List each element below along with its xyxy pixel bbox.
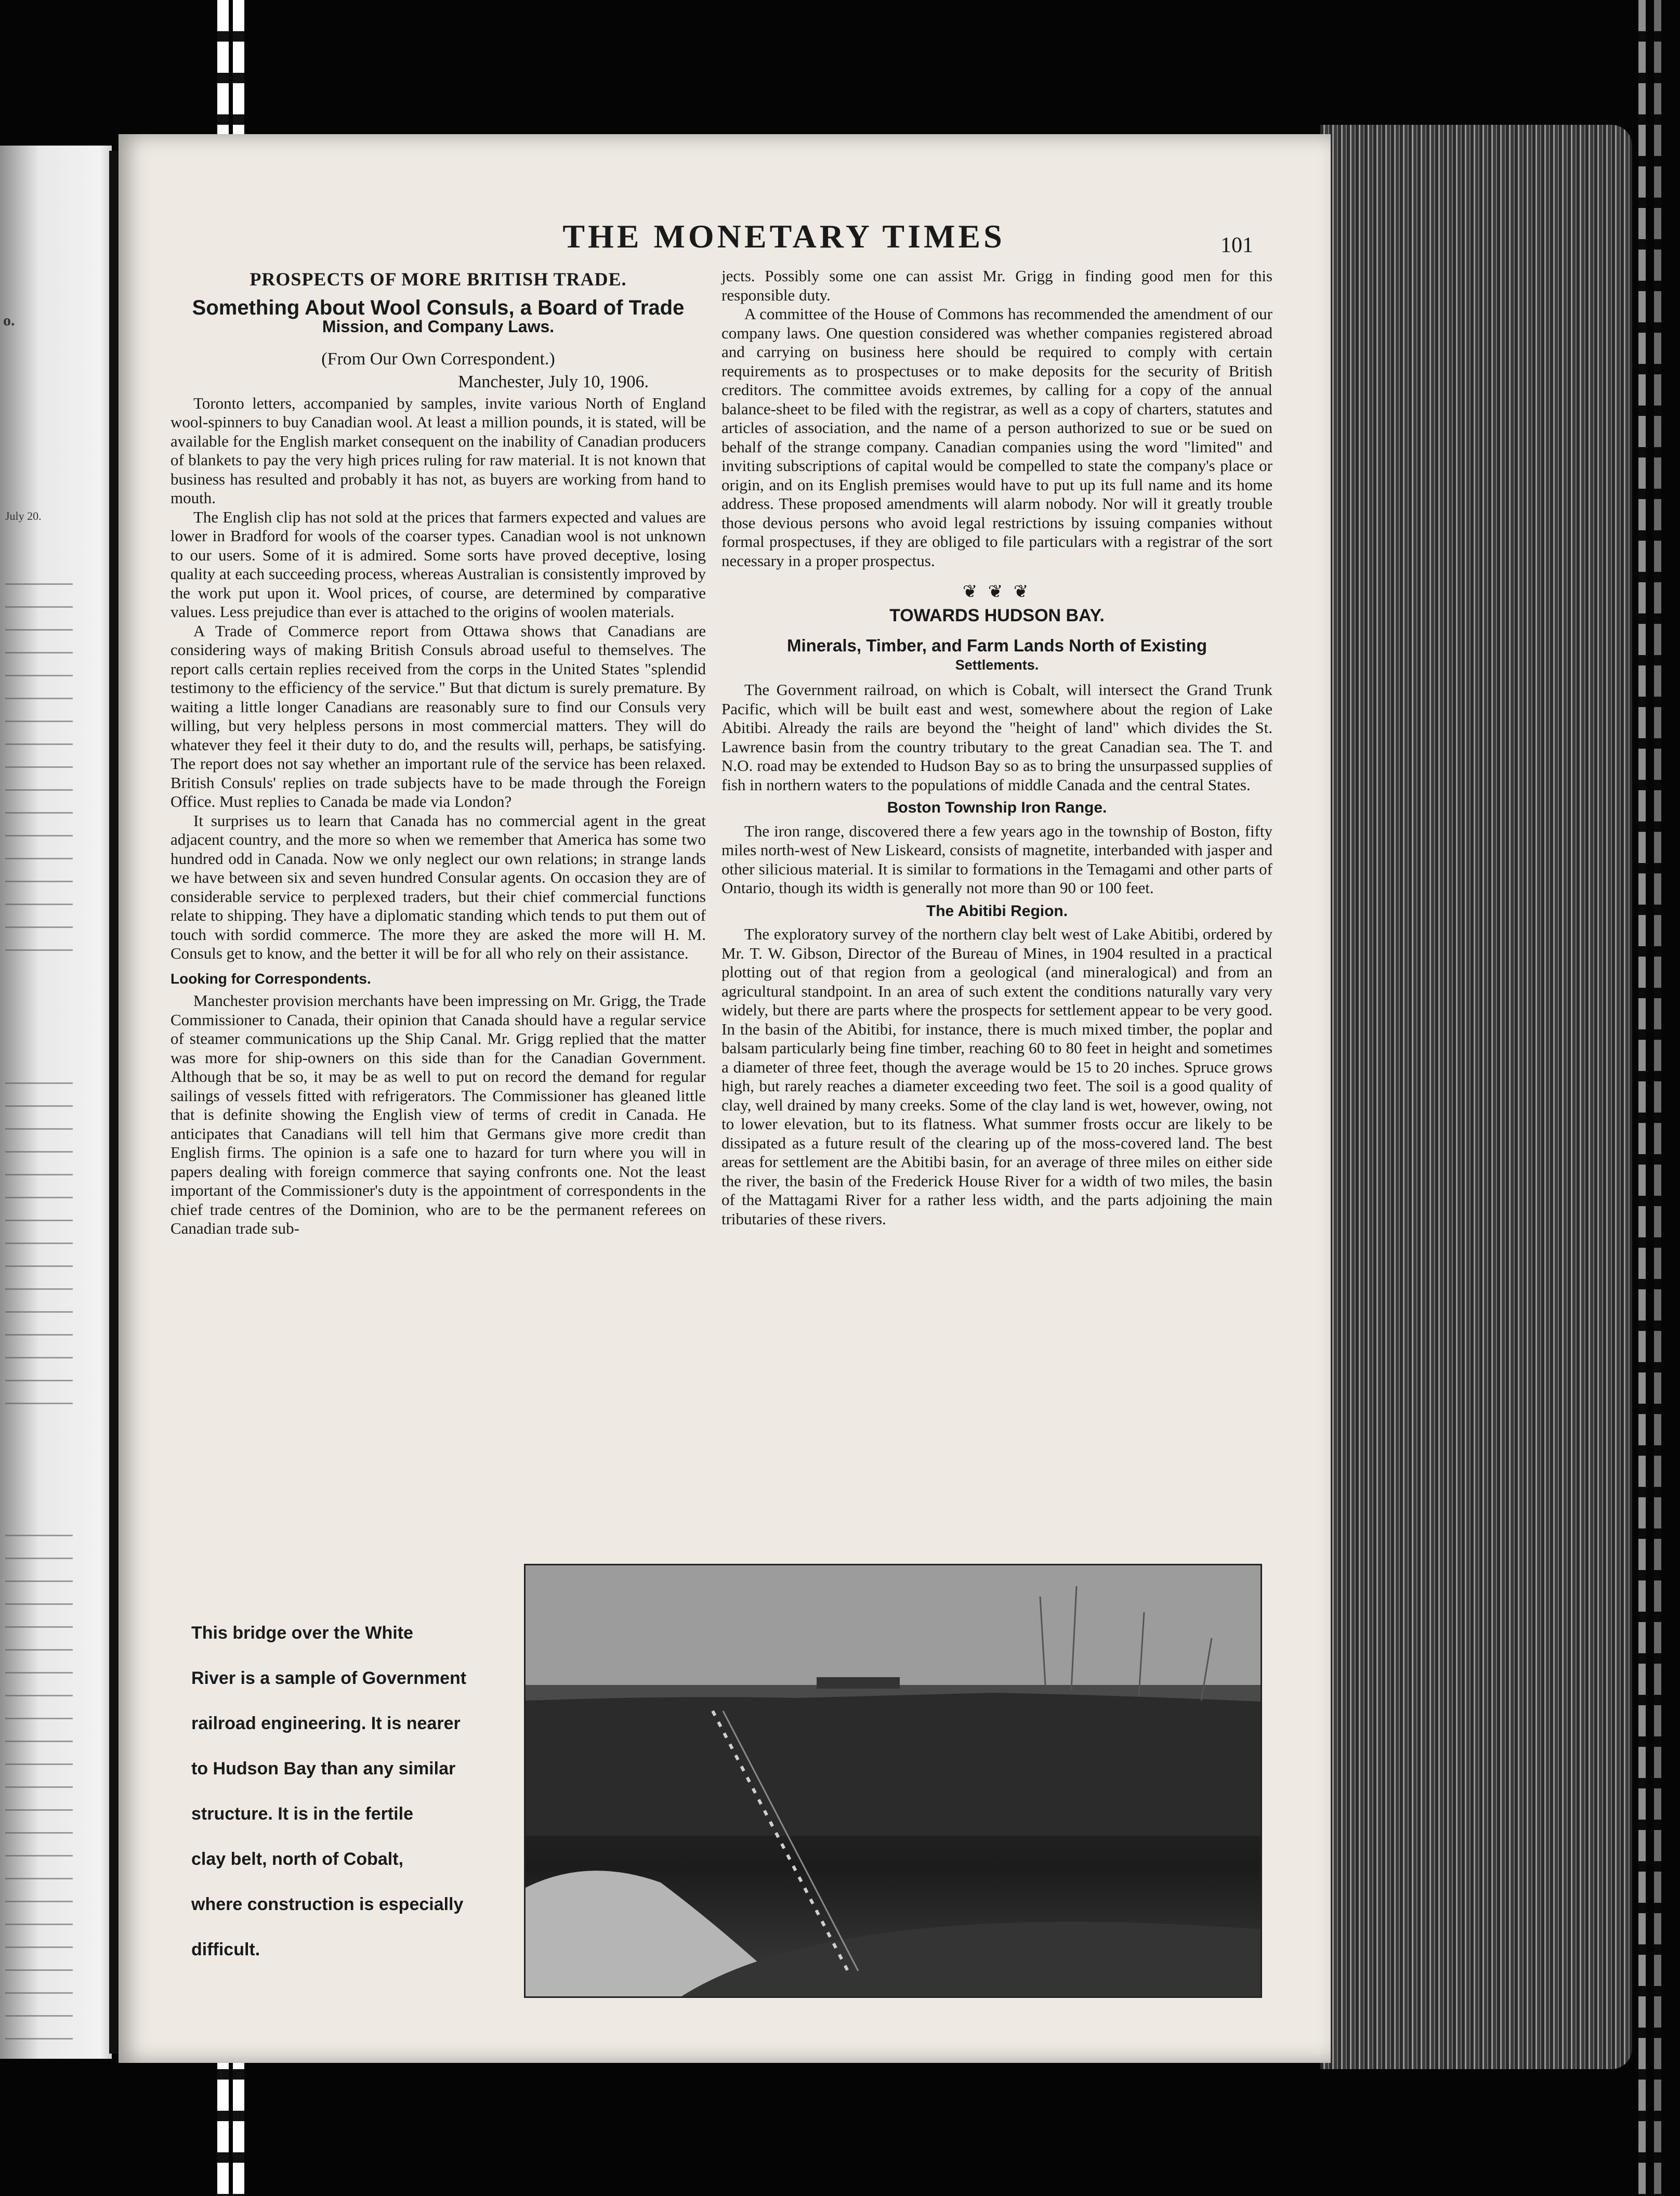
dateline: Manchester, July 10, 1906. xyxy=(458,372,649,391)
article-paragraph: A committee of the House of Commons has recommended the amendment of our company laws. One question considered was whether companies registered abroad and carrying on business here should be required to comply with certain requirements as to prospectuses or to make deposits for the security of British creditors. The committee avoids extremes, by calling for a copy of the annual balance-sheet to be filed with the registrar, as well as a copy of charters, statutes and articles of association, and the name of a person authorized to sue or be sued on behalf of the strange company. Canadian companies using the word "limited" and inviting subscriptions of capital would be compelled to state the company's place or origin, and on its English premises would have to put up its full name and its home address. These proposed amendments will alarm nobody. Nor will it greatly trouble those devious persons who avoid legal restrictions by issuing companies without formal prospectuses, if they are obliged to file particulars with a registrar of the sort necessary in a proper prospectus. xyxy=(721,305,1272,570)
caption-line: to Hudson Bay than any similar xyxy=(191,1759,456,1779)
article-paragraph: Toronto letters, accompanied by samples, invite various North of England wool-spinners to buy Canadian wool. At least a million pounds, it is stated, will be available for the English market consequent on the inability of Canadian producers of blankets to pay the very high prices ruling for raw material. It is not known that business has resulted and probably it has not, as buyers are working from hand to mouth. xyxy=(170,394,706,507)
book-gutter xyxy=(109,151,120,2054)
section-heading: Boston Township Iron Range. xyxy=(887,799,1107,816)
facing-page-crop-text: o. xyxy=(3,312,15,329)
article-subheadline-2: Settlements. xyxy=(955,657,1039,673)
section-heading: Looking for Correspondents. xyxy=(170,970,371,987)
facing-page-fragment xyxy=(0,146,112,2059)
masthead-title: THE MONETARY TIMES xyxy=(562,218,1005,255)
caption-line: railroad engineering. It is nearer xyxy=(191,1714,461,1733)
caption-line: structure. It is in the fertile xyxy=(191,1804,413,1824)
caption-line: River is a sample of Government xyxy=(191,1668,467,1688)
article-paragraph: The English clip has not sold at the prices that farmers expected and values are lower in Bradford for wools of the coarser types. Canadian wool is not unknown to our users. Some of it is admired. Some sorts have proved deceptive, losing quality at each succeeding process, whereas Australian is consistently improved by the work put upon it. Wool prices, of course, are determined by comparative values. Less prejudice than ever is attached to the origins of woolen materials. xyxy=(170,507,706,621)
article-headline: TOWARDS HUDSON BAY. xyxy=(889,605,1105,625)
article-subheadline: Minerals, Timber, and Farm Lands North of Existing xyxy=(786,636,1208,655)
caption-line: difficult. xyxy=(191,1940,260,1959)
caption-line: where construction is especially xyxy=(191,1894,464,1914)
article-paragraph: Manchester provision merchants have been impressing on Mr. Grigg, the Trade Commissioner to Canada, their opinion that Canada should have a regular service of steamer communications up the Ship Canal. Mr. Grigg replied that the matter was more for ship-owners on this side than for the Canadian Government. Although that be so, it may be as well to put on record the demand for regular sailings of vessels fitted with refrigerators. The Commissioner has gleaned little that is definite showing the English view of terms of credit in Canada. He anticipates that Canadians will tell him that Germans give more credit than English firms. The opinion is a safe one to hazard for turn where you will in papers dealing with foreign commerce that saying confronts one. Not the least important of the Commissioner's duty is the appointment of correspondents in the chief trade centres of the Dominion, who are to be the permanent referees on Canadian trade sub- xyxy=(170,991,706,1237)
article-paragraph: It surprises us to learn that Canada has no commercial agent in the great adjacent country, and the more so when we remember that America has some two hundred odd in Canada. Now we only neglect our own relations; in strange lands we have between six and seven hundred Consular agents. On occasion they are of considerable service to perplexed traders, but their chief commercial functions relate to shipping. They have a diplomatic standing which tends to put them out of touch with sordid commerce. The more they are asked the more will H. M. Consuls get to know, and the better it will be for all who rely on their assistance. xyxy=(170,811,706,962)
facing-page-figures xyxy=(5,1071,73,1414)
article-paragraph: The exploratory survey of the northern clay belt west of Lake Abitibi, ordered by Mr. T. W. Gibson, Director of the Bureau of Mines, in 1904 resulted in a practical plotting out of that region from a geological (and mineralogical) and from an agricultural standpoint. In an area of such extent the conditions naturally vary very widely, but there are parts where the prospects for settlement appear to be very good. In the basin of the Abitibi, for instance, there is much mixed timber, the poplar and balsam particularly being fine timber, reaching 60 to 80 feet in height and sometimes a diameter of three feet, though the average would be 15 to 20 inches. Spruce grows high, but rarely reaches a diameter exceeding two feet. The soil is a good quality of clay, well drained by many creeks. Some of the clay land is wet, however, owing, not to lower elevation, but to its flatness. What summer frosts occur are likely to be dissipated as a future result of the clearing up of the moss-covered land. The best areas for settlement are the Abitibi basin, for an average of three miles on either side the river, the basin of the Frederick House River for a width of two miles, the basin of the Mattagami River for a rather less width, and the parts adjoining the main tributaries of these rivers. xyxy=(721,925,1272,1228)
page-number: 101 xyxy=(1220,233,1253,257)
book-page-edges xyxy=(1320,125,1632,2069)
bridge-photo-illustration xyxy=(526,1565,1261,1996)
facing-page-figures xyxy=(5,1523,73,2059)
facing-page-figures xyxy=(5,572,73,967)
film-sprocket-strip xyxy=(1638,0,1646,2196)
caption-line: This bridge over the White xyxy=(191,1623,413,1643)
film-sprocket-strip xyxy=(1654,0,1661,2196)
right-column xyxy=(721,267,1272,1228)
article-headline: PROSPECTS OF MORE BRITISH TRADE. xyxy=(250,269,627,290)
bridge-photograph xyxy=(524,1564,1262,1998)
left-column xyxy=(170,267,706,1238)
article-subheadline: Something About Wool Consuls, a Board of Trade xyxy=(192,296,685,319)
facing-page-crop-date: July 20. xyxy=(5,509,42,522)
article-subheadline-2: Mission, and Company Laws. xyxy=(322,317,555,336)
article-paragraph: A Trade of Commerce report from Ottawa shows that Canadians are considering ways of making British Consuls abroad useful to themselves. The report calls certain replies received from the corps in the United States "splendid testimony to the efficiency of the service." But that dictum is surely premature. By waiting a little longer Canadians are reasonably sure to find our Consuls very willing, but very helpless persons in most commercial matters. They will do whatever they feel it their duty to do, and the results will, perhaps, be satisfying. The report does not say whether an important rule of the service has been relaxed. British Consuls' replies on trade subjects have to be made through the Foreign Office. Must replies to Canada be made via London? xyxy=(170,621,706,811)
section-heading: The Abitibi Region. xyxy=(926,902,1068,920)
article-paragraph: The iron range, discovered there a few years ago in the township of Boston, fifty miles north-west of New Liskeard, consists of magnetite, interbanded with jasper and other silicious material. It is similar to formations in the Temagami and other parts of Ontario, though its width is generally not more than 90 or 100 feet. xyxy=(721,821,1272,897)
newspaper-page xyxy=(119,134,1331,2063)
correspondent-credit: (From Our Own Correspondent.) xyxy=(321,349,555,369)
section-ornament: ❦ ❦ ❦ xyxy=(962,582,1032,602)
article-paragraph: The Government railroad, on which is Cobalt, will intersect the Grand Trunk Pacific, which will be built east and west, somewhere about the region of Lake Abitibi. Already the rails are beyond the "height of land" which divides the St. Lawrence basin from the country tributary to the great Canadian sea. The T. and N.O. road may be extended to Hudson Bay so as to bring the unsurpassed supplies of fish in northern waters to the populations of middle Canada and the central States. xyxy=(721,681,1272,794)
caption-line: clay belt, north of Cobalt, xyxy=(191,1849,404,1869)
article-continuation: jects. Possibly some one can assist Mr. Grigg in finding good men for this responsible duty. xyxy=(721,267,1272,304)
